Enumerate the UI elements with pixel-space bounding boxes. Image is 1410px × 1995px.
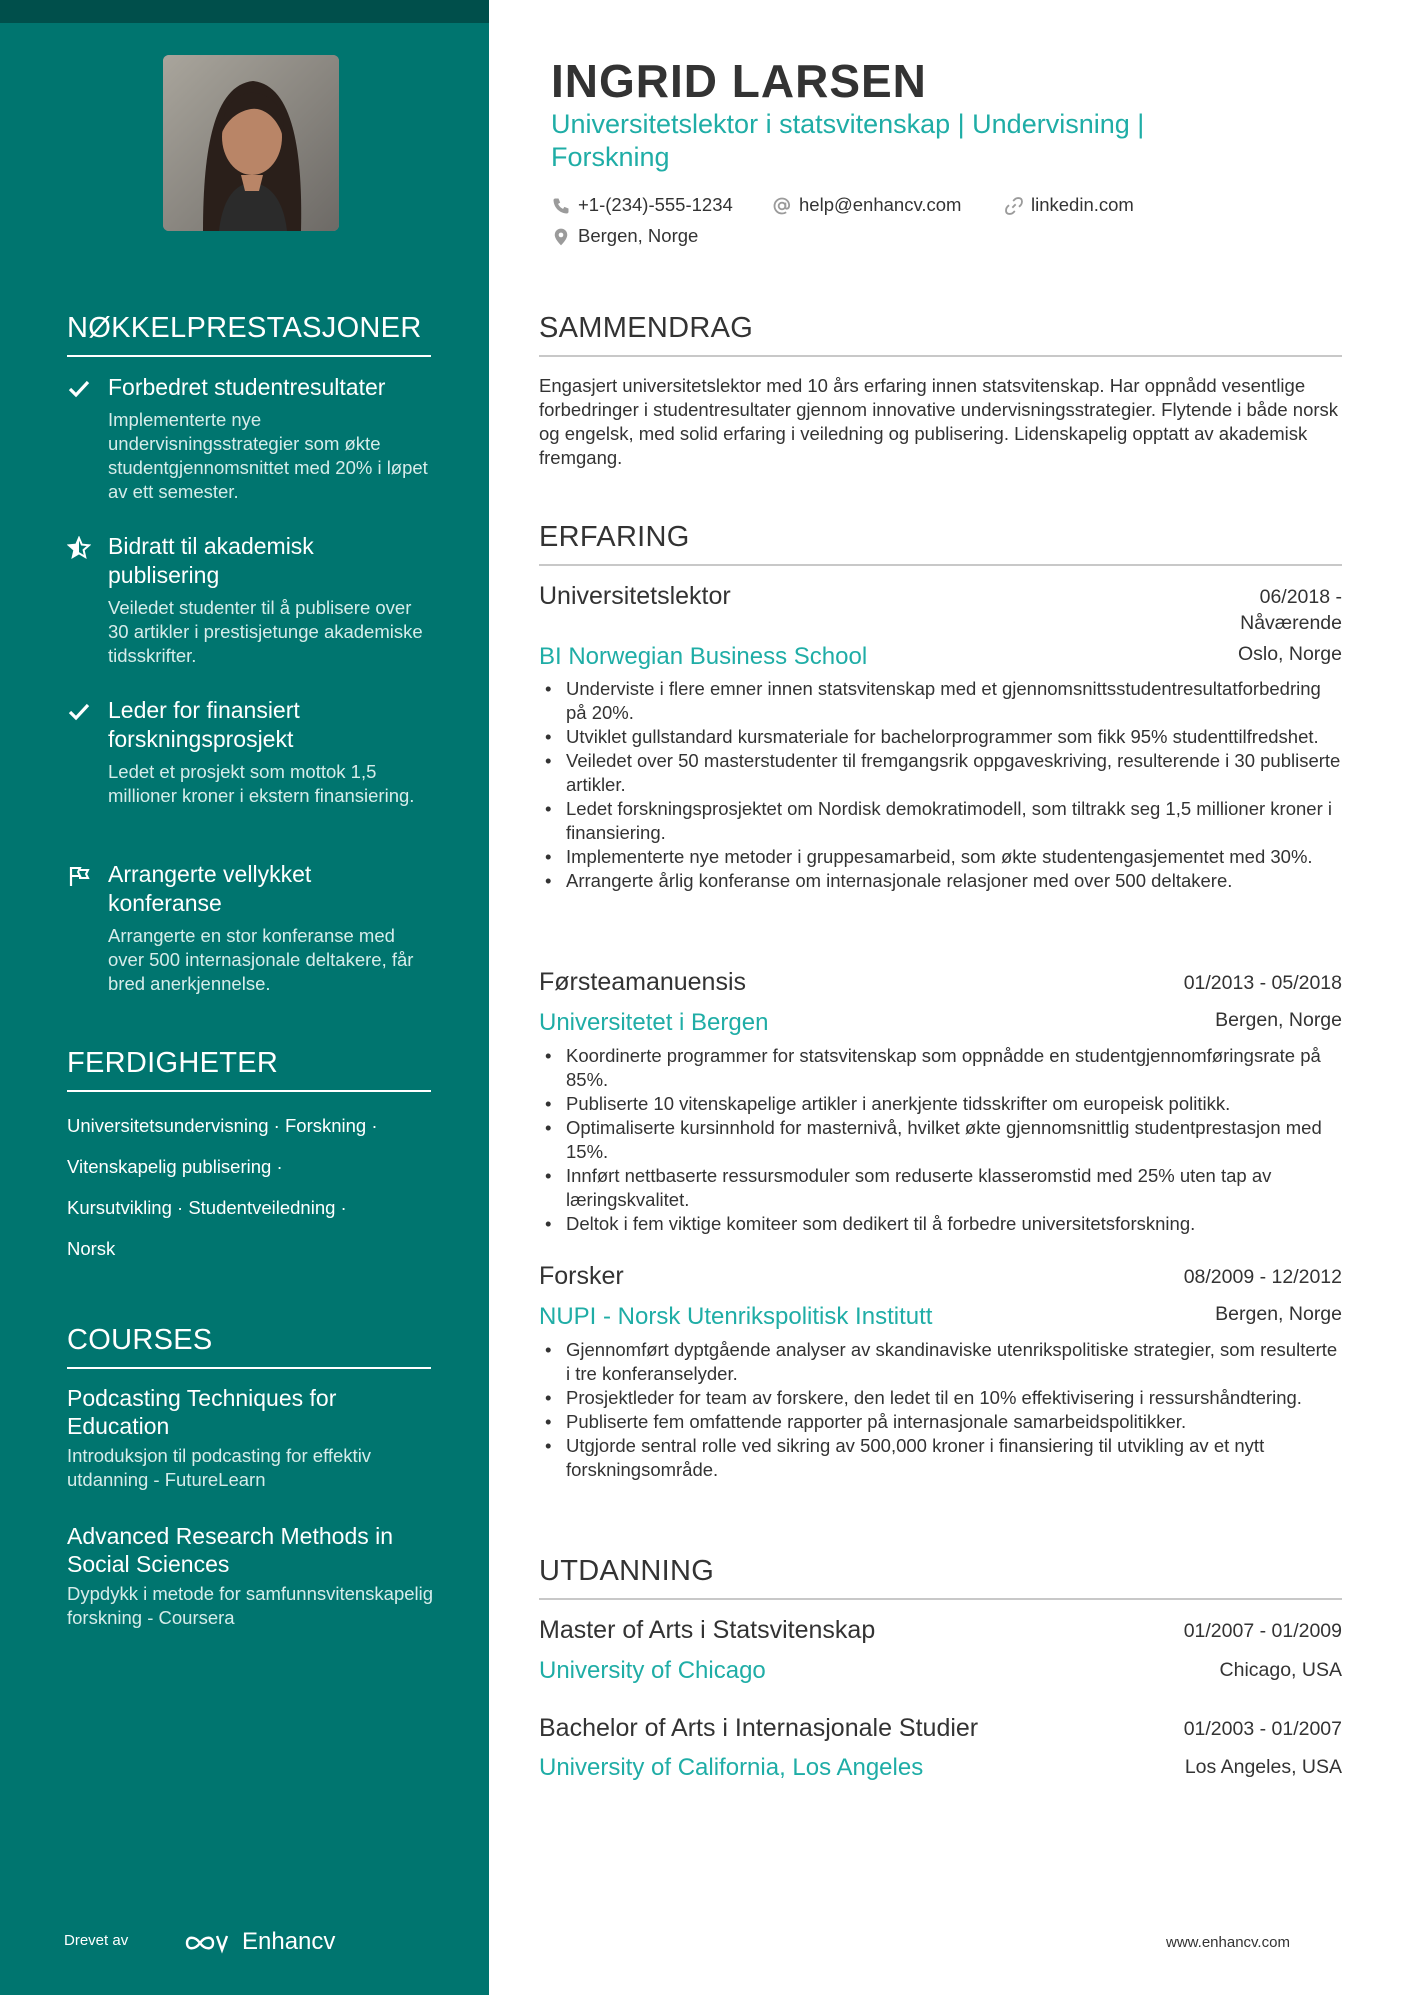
school-location: Los Angeles, USA xyxy=(1184,1756,1342,1778)
bullet-item: • Arrangerte årlig konferanse om internasjonale relasjoner med over 500 deltakere. xyxy=(539,869,1344,893)
location-text: Bergen, Norge xyxy=(578,225,699,246)
company-name: Universitetet i Bergen xyxy=(539,1009,769,1036)
achievement-description: Implementerte nye undervisningsstrategier som økte studentgjennomsnittet med 20% i løpet av ett semester. xyxy=(108,409,428,502)
job-bullets xyxy=(539,1338,1344,1482)
achievement-title: Bidratt til akademisk publisering xyxy=(108,533,314,588)
degree-title: Master of Arts i Statsvitenskap xyxy=(539,1616,876,1644)
bullet-item: • Koordinerte programmer for statsvitenskap som oppnådde en studentgjennomføringsrate på 85%. xyxy=(539,1044,1344,1092)
achievement-description: Veiledet studenter til å publisere over 30 artikler i prestisjetunge akademiske tidsskrifter. xyxy=(108,597,423,666)
bullet-item: • Utviklet gullstandard kursmateriale for bachelorprogrammer som fikk 95% studenttilfredshet. xyxy=(539,725,1344,749)
achievement-description: Ledet et prosjekt som mottok 1,5 millioner kroner i ekstern finansiering. xyxy=(108,761,415,806)
school-name: University of Chicago xyxy=(539,1657,766,1684)
job-dates-start: 06/2018 - xyxy=(1259,586,1342,608)
check-icon xyxy=(67,377,91,401)
education-heading: UTDANNING xyxy=(539,1555,1342,1600)
school-name: University of California, Los Angeles xyxy=(539,1754,924,1781)
bullet-item: • Gjennomført dyptgående analyser av skandinaviske utenrikspolitiske strategier, som resulterte i tre konferanselyder. xyxy=(539,1338,1344,1386)
bullet-item: • Utgjorde sentral rolle ved sikring av 500,000 kroner i finansiering til utvikling av et nytt forskningsområde. xyxy=(539,1434,1344,1482)
job-location: Bergen, Norge xyxy=(1215,1303,1342,1325)
job-bullets xyxy=(539,677,1344,893)
skills-list xyxy=(67,1105,437,1269)
job-location: Oslo, Norge xyxy=(1237,643,1342,665)
skills-heading: FERDIGHETER xyxy=(67,1047,431,1092)
achievement-item xyxy=(67,373,431,504)
bullet-item: • Deltok i fem viktige komiteer som dedikert til å forbedre universitetsforskning. xyxy=(539,1212,1344,1236)
achievement-title: Forbedret studentresultater xyxy=(108,374,386,400)
courses-heading: COURSES xyxy=(67,1324,431,1369)
bullet-item: • Underviste i flere emner innen statsvitenskap med et gjennomsnittsstudentresultatforbedring på 20%. xyxy=(539,677,1344,725)
contact-location xyxy=(551,225,698,247)
education-dates: 01/2003 - 01/2007 xyxy=(1183,1718,1342,1740)
bullet-item: • Optimaliserte kursinnhold for masternivå, hvilket økte gjennomsnittlig studentprestasjon med 15%. xyxy=(539,1116,1344,1164)
course-title: Advanced Research Methods in Social Sciences xyxy=(67,1523,394,1577)
job-bullets xyxy=(539,1044,1344,1236)
bullet-item: • Prosjektleder for team av forskere, den ledet til en 10% effektivisering i ressurshåndtering. xyxy=(539,1386,1344,1410)
course-item xyxy=(67,1522,437,1630)
job-location: Bergen, Norge xyxy=(1215,1009,1342,1031)
job-title: Universitetslektor xyxy=(539,582,731,610)
achievement-item xyxy=(67,696,431,808)
job-title: Forsker xyxy=(539,1262,624,1290)
job-dates-end: Nåværende xyxy=(1240,612,1342,634)
email-text[interactable]: help@enhancv.com xyxy=(799,194,962,215)
flag-icon xyxy=(67,864,91,888)
skills-line: Norsk xyxy=(67,1238,116,1259)
footer-url[interactable]: www.enhancv.com xyxy=(1166,1934,1290,1951)
achievement-description: Arrangerte en stor konferanse med over 500 internasjonale deltakere, får bred anerkjennelse. xyxy=(108,925,414,994)
bullet-item: • Implementerte nye metoder i gruppesamarbeid, som økte studentengasjementet med 30%. xyxy=(539,845,1344,869)
summary-text: Engasjert universitetslektor med 10 års erfaring innen statsvitenskap. Har oppnådd vesentlige forbedringer i studentresultater gjennom innovative undervisningsstrategier. Flytende i både norsk og engelsk, med solid erfaring i veiledning og publisering. Lidenskapelig opptatt av akademisk fremgang. xyxy=(539,375,1339,468)
experience-heading: ERFARING xyxy=(539,521,1342,566)
course-description: Introduksjon til podcasting for effektiv utdanning - FutureLearn xyxy=(67,1445,372,1490)
course-item xyxy=(67,1384,437,1492)
company-name: BI Norwegian Business School xyxy=(539,643,868,670)
sidebar xyxy=(0,0,489,1995)
achievement-item xyxy=(67,532,431,668)
job-dates xyxy=(1240,584,1342,636)
link-icon xyxy=(1004,196,1024,216)
skills-line: Vitenskapelig publisering · xyxy=(67,1156,283,1177)
bullet-item: • Publiserte 10 vitenskapelige artikler i anerkjente tidsskrifter om europeisk politikk. xyxy=(539,1092,1344,1116)
job-dates: 01/2013 - 05/2018 xyxy=(1183,972,1342,994)
profile-photo xyxy=(163,55,339,231)
achievement-title: Arrangerte vellykket konferanse xyxy=(108,861,312,916)
bullet-item: • Publiserte fem omfattende rapporter på internasjonale samarbeidspolitikker. xyxy=(539,1410,1344,1434)
school-location: Chicago, USA xyxy=(1219,1659,1342,1681)
job-dates: 08/2009 - 12/2012 xyxy=(1183,1266,1342,1288)
achievement-title: Leder for finansiert forskningsprosjekt xyxy=(108,697,300,752)
star-icon xyxy=(67,536,91,560)
skills-line: Kursutvikling · Studentveiledning · xyxy=(67,1197,347,1218)
phone-icon xyxy=(551,196,571,216)
degree-title: Bachelor of Arts i Internasjonale Studier xyxy=(539,1714,979,1742)
contact-phone xyxy=(551,194,733,216)
location-pin-icon xyxy=(551,227,571,247)
powered-by-label: Drevet av xyxy=(64,1932,129,1949)
education-dates: 01/2007 - 01/2009 xyxy=(1183,1620,1342,1642)
bullet-item: • Innført nettbaserte ressursmoduler som reduserte klasseromstid med 25% uten tap av læringskvalitet. xyxy=(539,1164,1344,1212)
bullet-item: • Ledet forskningsprosjektet om Nordisk demokratimodell, som tiltrakk seg 1,5 millioner kroner i finansiering. xyxy=(539,797,1344,845)
linkedin-text[interactable]: linkedin.com xyxy=(1031,194,1134,215)
achievement-item xyxy=(67,860,431,996)
course-title: Podcasting Techniques for Education xyxy=(67,1385,337,1439)
candidate-tagline: Universitetslektor i statsvitenskap | Undervisning | Forskning xyxy=(551,109,1145,172)
job-title: Førsteamanuensis xyxy=(539,968,747,996)
candidate-name: INGRID LARSEN xyxy=(551,55,927,107)
summary-heading: SAMMENDRAG xyxy=(539,312,1342,357)
contact-linkedin xyxy=(1004,194,1134,216)
company-name: NUPI - Norsk Utenrikspolitisk Institutt xyxy=(539,1303,933,1330)
sidebar-top-bar xyxy=(0,0,489,23)
skills-line: Universitetsundervisning · Forskning · xyxy=(67,1115,378,1136)
enhancv-logo-icon xyxy=(184,1932,230,1954)
at-icon xyxy=(772,196,792,216)
phone-text[interactable]: +1-(234)-555-1234 xyxy=(578,194,733,215)
contact-email xyxy=(772,194,961,216)
course-description: Dypdykk i metode for samfunnsvitenskapelig forskning - Coursera xyxy=(67,1583,434,1628)
check-icon xyxy=(67,700,91,724)
achievements-heading: NØKKELPRESTASJONER xyxy=(67,312,431,357)
brand-name[interactable]: Enhancv xyxy=(242,1928,336,1955)
bullet-item: • Veiledet over 50 masterstudenter til fremgangsrik oppgaveskriving, resulterende i 30 publiserte artikler. xyxy=(539,749,1344,797)
